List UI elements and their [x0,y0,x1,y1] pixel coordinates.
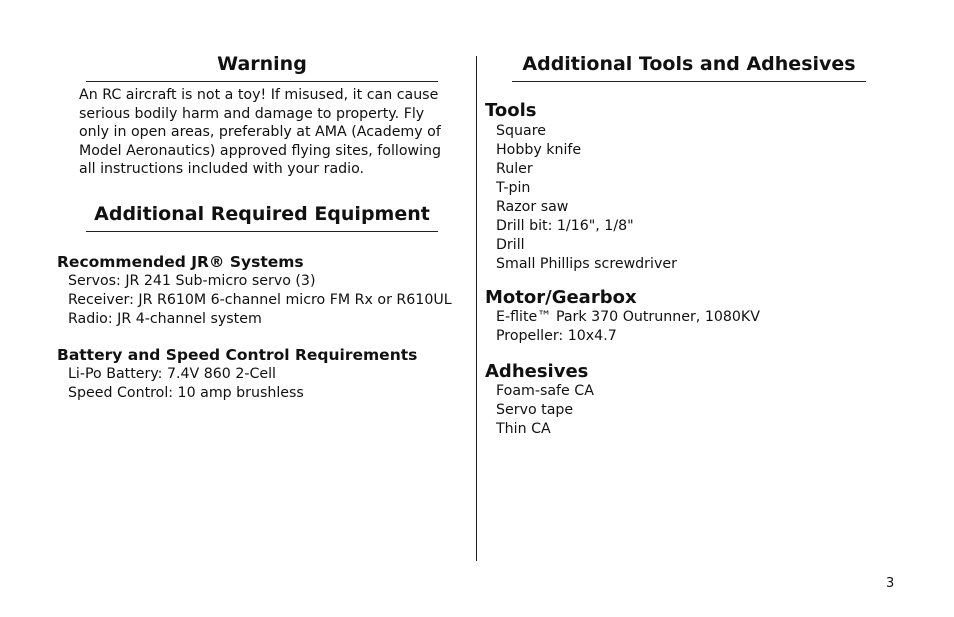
adhesives-heading: Adhesives [485,361,589,382]
warning-title: Warning [217,53,307,75]
list-item: Drill [496,237,525,253]
list-item: Ruler [496,161,533,177]
equipment-rule [86,231,438,232]
tools-list [496,122,677,274]
adhesives-list [496,382,594,439]
list-item: Square [496,123,546,139]
jr-systems-list [68,272,452,329]
motor-heading: Motor/Gearbox [485,287,637,308]
list-item: Thin CA [496,421,551,437]
list-item: Receiver: JR R610M 6-channel micro FM Rx or R610UL [68,292,452,308]
list-item: Propeller: 10x4.7 [496,328,617,344]
list-item: Hobby knife [496,142,582,158]
list-item: Small Phillips screwdriver [496,256,677,272]
battery-heading: Battery and Speed Control Requirements [57,346,418,364]
page-number: 3 [886,576,895,591]
warning-rule [86,81,438,82]
list-item: T-pin [496,180,531,196]
list-item: Razor saw [496,199,569,215]
list-item: Speed Control: 10 amp brushless [68,385,304,401]
motor-list [496,308,760,346]
warning-text: An RC aircraft is not a toy! If misused, it can cause serious bodily harm and damage to property. Fly only in open areas, preferably at AMA (Academy of Model Aeronautics) approved flying sites, following all instructions included with your radio. [79,87,442,177]
equipment-title: Additional Required Equipment [94,203,430,225]
jr-systems-heading: Recommended JR® Systems [57,253,304,271]
list-item: Li-Po Battery: 7.4V 860 2-Cell [68,366,277,382]
list-item: Radio: JR 4-channel system [68,311,262,327]
list-item: Drill bit: 1/16", 1/8" [496,218,634,234]
list-item: E-flite™ Park 370 Outrunner, 1080KV [496,309,760,325]
tools-heading: Tools [485,100,537,121]
list-item: Servos: JR 241 Sub-micro servo (3) [68,273,316,289]
tools-adhesives-rule [512,81,866,82]
tools-adhesives-title: Additional Tools and Adhesives [522,53,856,75]
list-item: Foam-safe CA [496,383,594,399]
battery-list [68,365,304,403]
list-item: Servo tape [496,402,574,418]
column-divider [476,56,477,561]
